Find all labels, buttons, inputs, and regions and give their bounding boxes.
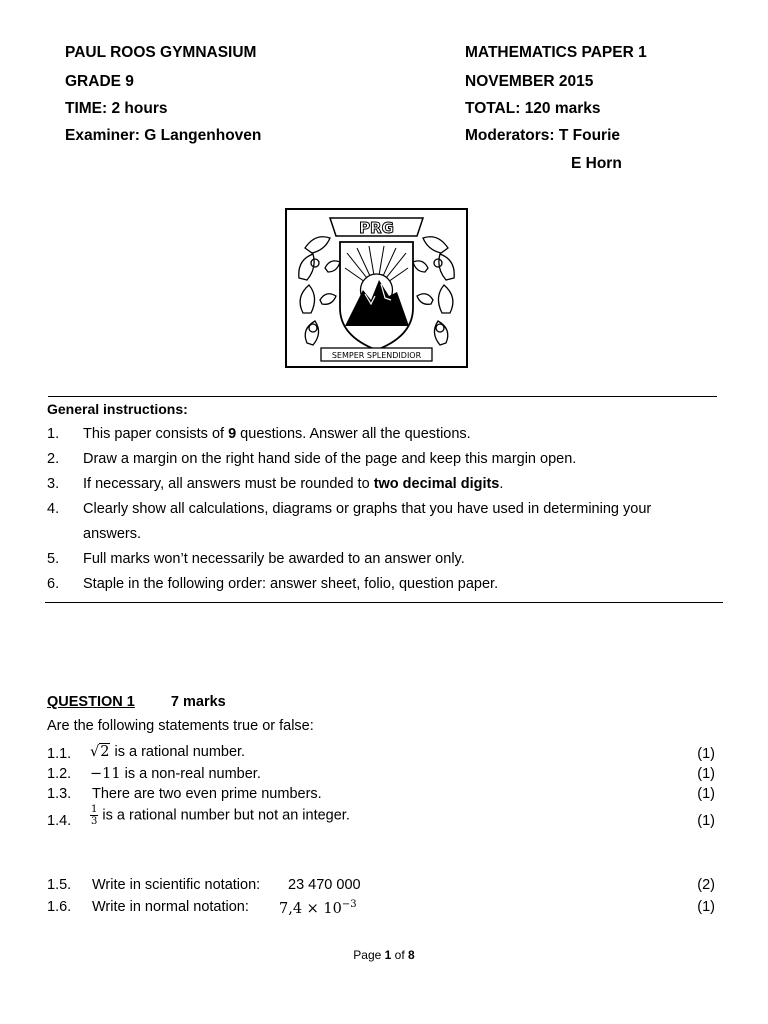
instructions-title: General instructions: xyxy=(47,401,188,417)
instruction-text: Draw a margin on the right hand side of the page and keep this margin open. xyxy=(83,451,577,467)
instruction-number: 2. xyxy=(47,451,60,467)
school-name: PAUL ROOS GYMNASIUM xyxy=(65,44,257,61)
item-statement: $\frac{1}{3}$ is a rational number but not an integer. xyxy=(91,804,350,827)
instruction-number: 4. xyxy=(47,501,60,517)
paper-title: MATHEMATICS PAPER 1 xyxy=(465,44,647,61)
instruction-text: Staple in the following order: answer sheet, folio, question paper. xyxy=(83,576,499,592)
item-number: 1.6. xyxy=(47,899,72,915)
moderators: Moderators: T Fourie xyxy=(465,127,621,144)
grade: GRADE 9 xyxy=(65,73,134,90)
instruction-text-continued: answers. xyxy=(83,526,142,542)
total-marks: TOTAL: 120 marks xyxy=(465,100,601,117)
item-statement: √2 is a rational number. xyxy=(90,744,246,760)
item-mark: (1) xyxy=(697,786,715,802)
item-mark: (2) xyxy=(697,877,715,893)
instruction-text: This paper consists of 9 questions. Answer all the questions. xyxy=(83,426,471,442)
item-statement: There are two even prime numbers. xyxy=(92,786,322,802)
instruction-number: 6. xyxy=(47,576,60,592)
instruction-number: 1. xyxy=(47,426,60,442)
item-value: 23 470 000 xyxy=(288,877,361,893)
instruction-text: Full marks won’t necessarily be awarded to an answer only. xyxy=(83,551,465,567)
crest-letters: PRG xyxy=(359,219,394,237)
divider-top xyxy=(48,396,717,397)
item-statement: Write in scientific notation: xyxy=(92,877,261,893)
item-expression: $7,4 \times 10^{-3}$ xyxy=(279,899,357,917)
item-mark: (1) xyxy=(697,899,715,915)
item-number: 1.3. xyxy=(47,786,72,802)
moderator-2: E Horn xyxy=(571,155,622,172)
question-heading xyxy=(47,694,226,710)
divider-bottom xyxy=(45,602,723,603)
item-number: 1.5. xyxy=(47,877,72,893)
page-count: 8 xyxy=(408,948,415,962)
crest-motto: SEMPER SPLENDIDIOR xyxy=(331,351,422,360)
question-intro: Are the following statements true or false: xyxy=(47,718,314,734)
item-statement: Write in normal notation: xyxy=(92,899,249,915)
instruction-number: 3. xyxy=(47,476,60,492)
page-footer: Page 1 of 8 xyxy=(353,948,415,962)
question-title: QUESTION 1 xyxy=(47,694,135,710)
instruction-number: 5. xyxy=(47,551,60,567)
exam-time: TIME: 2 hours xyxy=(65,100,168,117)
item-statement: −11 is a non-real number. xyxy=(90,766,261,782)
question-marks: 7 marks xyxy=(170,694,226,710)
page-number: 1 xyxy=(384,948,392,962)
fraction: $\frac{1}{3}$ xyxy=(91,804,98,827)
item-mark: (1) xyxy=(697,746,715,762)
instruction-text: Clearly show all calculations, diagrams or graphs that you have used in determining your xyxy=(83,501,652,517)
sqrt-symbol: √2 xyxy=(90,744,110,760)
exam-date: NOVEMBER 2015 xyxy=(465,73,594,90)
item-number: 1.2. xyxy=(47,766,72,782)
item-number: 1.4. xyxy=(47,813,72,829)
school-crest-logo xyxy=(285,208,468,368)
item-mark: (1) xyxy=(697,813,715,829)
examiner: Examiner: G Langenhoven xyxy=(65,127,262,144)
item-mark: (1) xyxy=(697,766,715,782)
item-number: 1.1. xyxy=(47,746,72,762)
instruction-text: If necessary, all answers must be rounded to two decimal digits. xyxy=(83,476,504,492)
